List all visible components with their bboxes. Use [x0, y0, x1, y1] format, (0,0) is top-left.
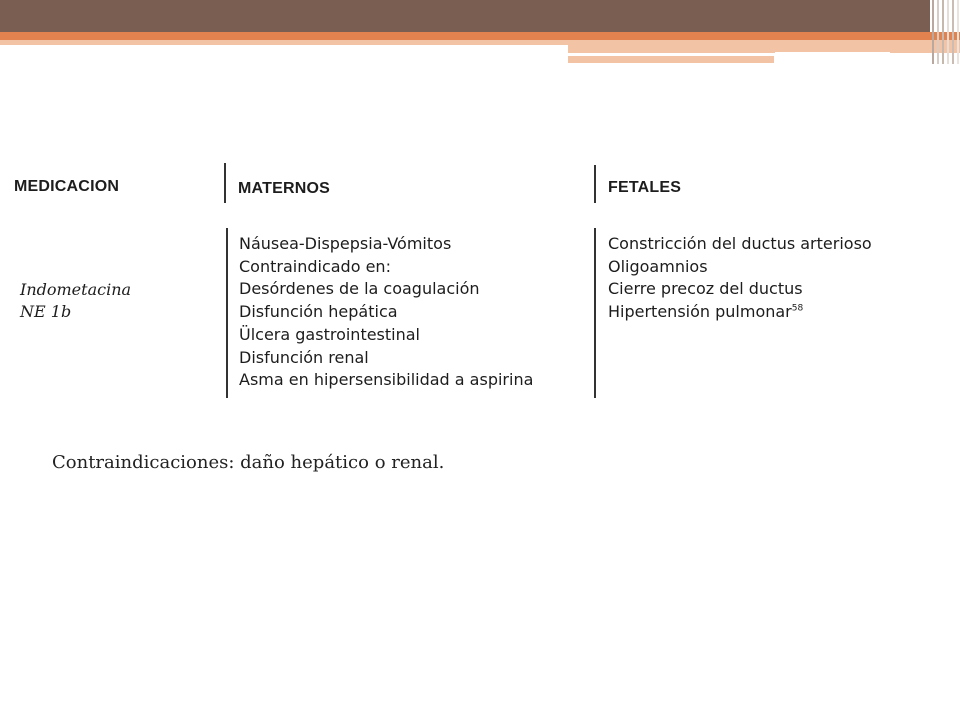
- maternos-item: Ülcera gastrointestinal: [239, 324, 420, 344]
- column-divider-2: [594, 228, 596, 398]
- maternos-item: Desórdenes de la coagulación: [239, 279, 480, 299]
- maternos-item: Disfunción renal: [239, 347, 369, 367]
- fetales-item: Constricción del ductus arterioso: [608, 234, 872, 253]
- medication-evidence: NE 1b: [20, 302, 72, 321]
- fetales-item: [608, 301, 872, 324]
- slide-caption: Contraindicaciones: daño hepático o renal.: [52, 452, 445, 473]
- medication-name: Indometacina: [20, 280, 132, 299]
- maternos-item: Disfunción hepática: [239, 302, 398, 322]
- maternos-item: Náusea-Dispepsia-Vómitos: [239, 234, 452, 253]
- header-divider-1: [224, 163, 226, 203]
- fetales-item: Cierre precoz del ductus: [608, 279, 803, 299]
- maternos-item: Asma en hipersensibilidad a aspirina: [239, 370, 534, 390]
- fetales-item: Oligoamnios: [608, 256, 708, 276]
- medication-cell: [20, 279, 131, 323]
- maternos-list: [239, 233, 533, 392]
- header-divider-2: [594, 165, 596, 203]
- header-fetales: FETALES: [608, 179, 682, 196]
- fetales-list: [608, 233, 872, 324]
- maternos-item: Contraindicado en:: [239, 256, 391, 276]
- header-medicacion: MEDICACION: [14, 178, 120, 195]
- reference-superscript: 58: [791, 303, 804, 314]
- fetales-item-text: Hipertensión pulmonar: [608, 302, 792, 322]
- column-divider-1: [226, 228, 228, 398]
- header-maternos: MATERNOS: [238, 180, 330, 197]
